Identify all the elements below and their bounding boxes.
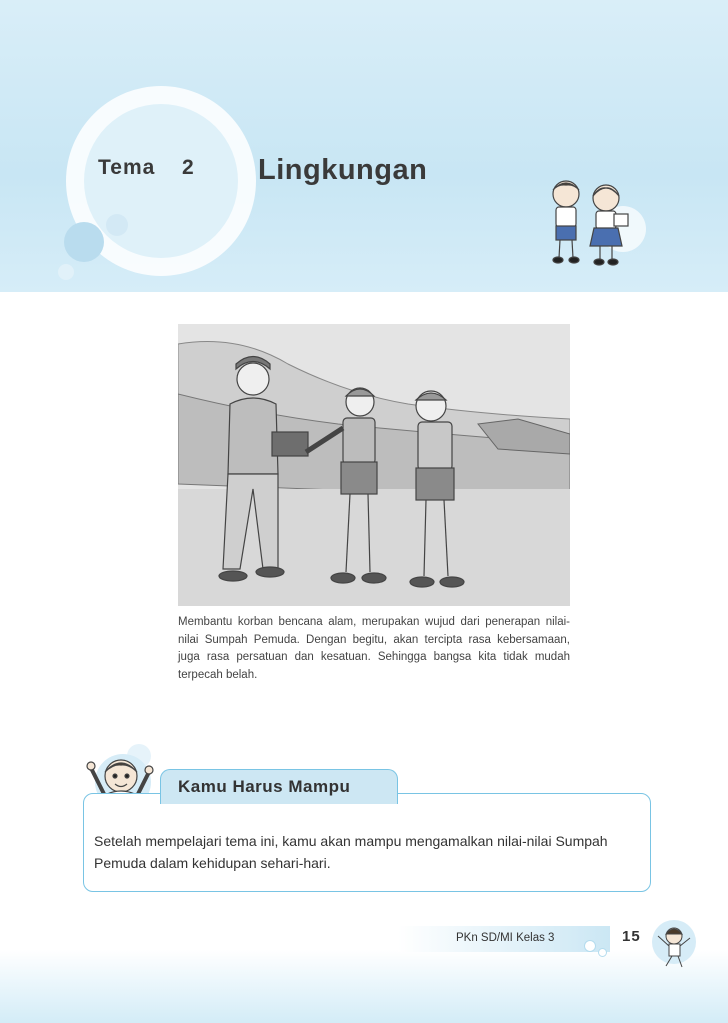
- theme-number: 2: [182, 156, 194, 179]
- theme-label: Tema: [98, 156, 156, 179]
- decorative-dot: [64, 222, 104, 262]
- decorative-dot: [584, 940, 596, 952]
- disaster-help-photo: [178, 324, 570, 606]
- section-title: Kamu Harus Mampu: [178, 777, 351, 796]
- page-title: Lingkungan: [258, 154, 428, 186]
- page-number: 15: [622, 928, 641, 945]
- decorative-circle-inner: [84, 104, 238, 258]
- footer-band: [0, 950, 728, 1023]
- decorative-dot: [598, 948, 607, 957]
- section-body: Setelah mempelajari tema ini, kamu akan mampu mengamalkan nilai-nilai Sumpah Pemuda dalam kehidupan sehari-hari.: [94, 833, 608, 871]
- disaster-scene-illustration: [178, 324, 570, 606]
- figure-caption: Membantu korban bencana alam, merupakan wujud dari penerapan nilai-nilai Sumpah Pemuda. Dengan begitu, akan tercipta rasa kebersamaan, juga rasa persatuan dan kesatuan. Sehingga bangsa kita tidak mudah terpecah belah.: [178, 616, 570, 681]
- two-kids-illustration: [538, 176, 638, 268]
- decorative-dot: [58, 264, 74, 280]
- book-label: PKn SD/MI Kelas 3: [456, 932, 555, 944]
- decorative-dot: [106, 214, 128, 236]
- running-boy-icon: [644, 920, 702, 972]
